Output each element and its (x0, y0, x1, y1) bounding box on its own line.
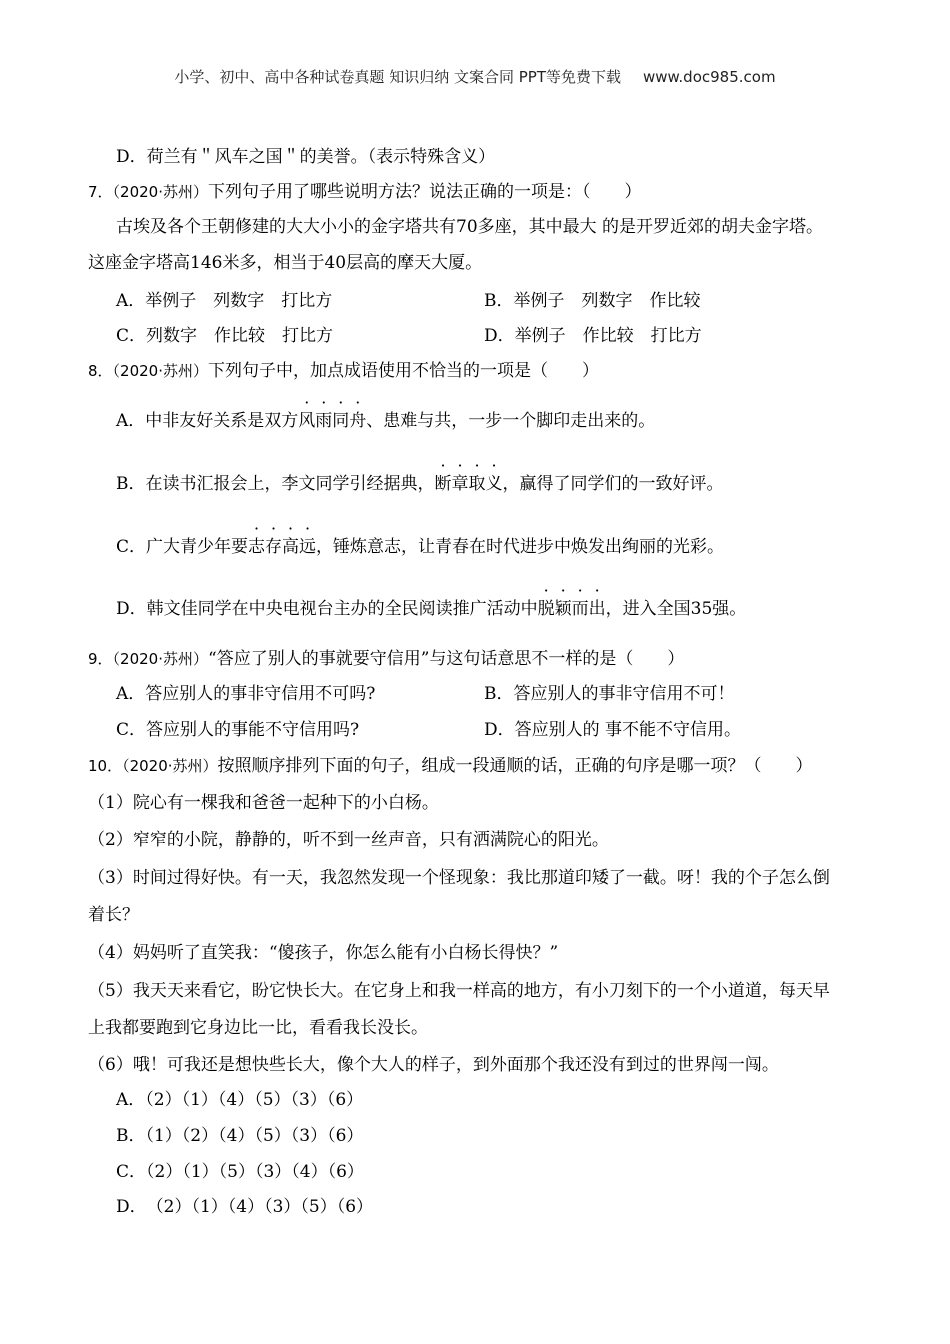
q6-option-d: D．荷兰有＂风车之国＂的美誉。（表示特殊含义） (116, 147, 496, 167)
q10-sentence-6: （6）哦！可我还是想快些长大，像个大人的样子，到外面那个我还没有到过的世界闯一闯。 (88, 1055, 779, 1075)
q8-source: （2020·苏州） (112, 362, 208, 380)
q9-option-a: A．答应别人的事非守信用不可吗? (116, 684, 376, 704)
q8b-dotted-char: 断 (434, 474, 452, 494)
q8b-dotted-char: 章 (451, 474, 469, 494)
q10-option-c: C．（2）（1）（5）（3）（4）（6） (116, 1162, 364, 1182)
q8a-pre: A．中非友好关系是双方 (116, 411, 299, 431)
q8d-dotted-char: 颖 (554, 599, 572, 619)
question-10 (88, 755, 813, 777)
q8c-dotted-char: 志 (248, 537, 266, 557)
q8a-post: 、患难与共，一步一个脚印走出来的。 (366, 411, 656, 431)
q7-stem: 下列句子用了哪些说明方法？说法正确的一项是：（ ） (208, 182, 642, 202)
q7-option-c: C．列数字 作比较 打比方 (116, 326, 334, 346)
q8-option-a (116, 410, 655, 432)
q7-source: （2020·苏州） (112, 183, 208, 201)
q7-option-d: D．举例子 作比较 打比方 (484, 326, 702, 346)
q9-source: （2020·苏州） (112, 650, 208, 668)
q8a-dotted-char: 雨 (315, 411, 333, 431)
q8d-dotted-char: 出 (588, 599, 606, 619)
q8c-post: ，锤炼意志，让青春在时代进步中焕发出绚丽的光彩。 (316, 537, 725, 557)
q8a-dotted-char: 舟 (349, 411, 367, 431)
q8c-dotted-char: 远 (299, 537, 317, 557)
q10-sentence-3: （3）时间过得好快。有一天，我忽然发现一个怪现象：我比那道印矮了一截。呀！我的个子怎么倒 (88, 868, 830, 888)
q8d-dotted-char: 而 (571, 599, 589, 619)
q10-sentence-5: （5）我天天来看它，盼它快长大。在它身上和我一样高的地方，有小刀刻下的一个小道道，每天早 (88, 981, 830, 1001)
q8-option-b (116, 473, 724, 495)
q9-option-d: D．答应别人的 事不能不守信用。 (484, 720, 742, 740)
question-8 (88, 360, 599, 382)
q7-passage-line2: 这座金字塔高146米多，相当于40层高的摩天大厦。 (88, 253, 483, 273)
q7-option-a: A．举例子 列数字 打比方 (116, 291, 333, 311)
q10-option-d: D． （2）（1）（4）（3）（5）（6） (116, 1197, 374, 1217)
q7-passage-line1: 古埃及各个王朝修建的大大小小的金字塔共有70多座，其中最大 的是开罗近郊的胡夫金字塔。 (116, 217, 824, 237)
header-site: www.doc985.com (642, 68, 776, 86)
q9-number: 9． (88, 650, 113, 668)
question-7 (88, 181, 642, 203)
q8-number: 8． (88, 362, 113, 380)
q10-option-b: B．（1）（2）（4）（5）（3）（6） (116, 1126, 364, 1146)
q9-option-c: C．答应别人的事能不守信用吗? (116, 720, 360, 740)
q10-sentence-5-cont: 上我都要跑到它身边比一比，看看我长没长。 (88, 1018, 428, 1038)
q8d-pre: D．韩文佳同学在中央电视台主办的全民阅读推广活动中 (116, 599, 538, 619)
q8a-dotted-char: 同 (332, 411, 350, 431)
q8a-dotted-char: 风 (298, 411, 316, 431)
q8c-dotted-char: 高 (282, 537, 300, 557)
q10-sentence-3-cont: 着长？ (88, 905, 139, 925)
q10-sentence-2: （2）窄窄的小院，静静的，听不到一丝声音，只有洒满院心的阳光。 (88, 830, 609, 850)
header-text: 小学、初中、高中各种试卷真题 知识归纳 文案合同 PPT等免费下载 (174, 68, 621, 86)
q7-option-b: B．举例子 列数字 作比较 (484, 291, 701, 311)
q8-stem: 下列句子中，加点成语使用不恰当的一项是（ ） (208, 361, 599, 381)
q8c-dotted-char: 存 (265, 537, 283, 557)
q8-option-c (116, 536, 724, 558)
page-header (0, 66, 950, 87)
q8d-post: ，进入全国35强。 (605, 599, 747, 619)
q9-stem: “答应了别人的事就要守信用”与这句话意思不一样的是（ ） (208, 649, 685, 669)
q9-option-b: B．答应别人的事非守信用不可！ (484, 684, 735, 704)
q8b-pre: B．在读书汇报会上，李文同学引经据典， (116, 474, 435, 494)
q10-sentence-4: （4）妈妈听了直笑我：“傻孩子，你怎么能有小白杨长得快？” (88, 943, 559, 963)
q10-sentence-1: （1）院心有一棵我和爸爸一起种下的小白杨。 (88, 793, 439, 813)
q8d-dotted-char: 脱 (537, 599, 555, 619)
q8b-dotted-char: 义 (485, 474, 503, 494)
q10-option-a: A．（2）（1）（4）（5）（3）（6） (116, 1090, 364, 1110)
q10-stem: 按照顺序排列下面的句子，组成一段通顺的话，正确的句序是哪一项？（ ） (217, 756, 813, 776)
q7-number: 7． (88, 183, 113, 201)
q8c-pre: C．广大青少年要 (116, 537, 249, 557)
q10-source: （2020·苏州） (122, 757, 218, 775)
question-9 (88, 648, 684, 670)
q8b-dotted-char: 取 (468, 474, 486, 494)
q10-number: 10． (88, 757, 123, 775)
q8-option-d (116, 598, 746, 620)
q8b-post: ，赢得了同学们的一致好评。 (502, 474, 724, 494)
